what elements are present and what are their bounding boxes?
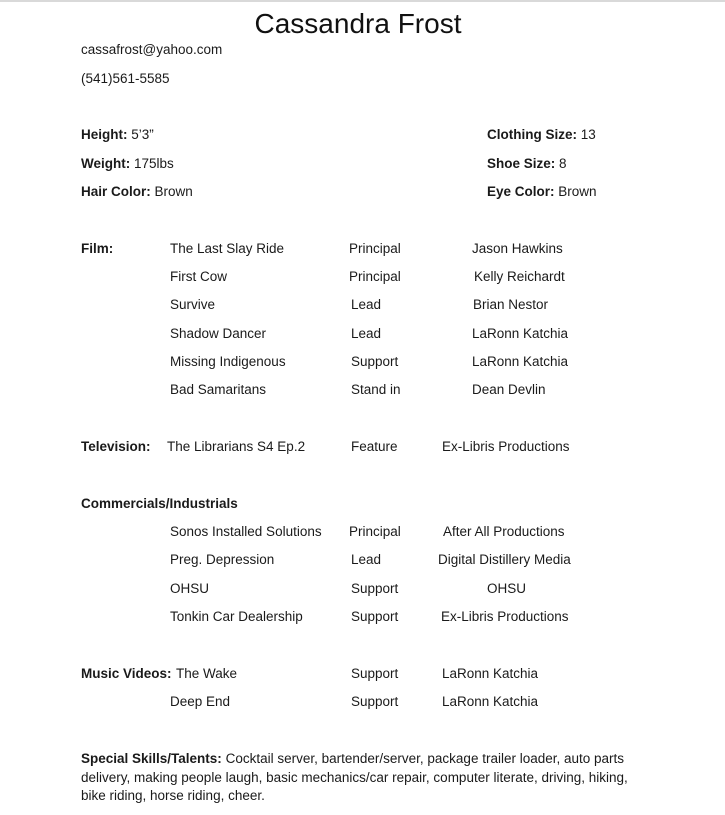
music-video-role: Support <box>351 694 399 709</box>
shoe-size-label: Shoe Size: <box>487 156 556 171</box>
hair-color-label: Hair Color: <box>81 184 151 199</box>
film-role: Stand in <box>351 382 401 397</box>
commercial-title: OHSU <box>170 581 210 596</box>
film-title: Missing Indigenous <box>170 354 286 369</box>
commercial-production: Ex-Libris Productions <box>441 609 569 624</box>
clothing-size-label: Clothing Size: <box>487 127 577 142</box>
special-skills-paragraph <box>81 750 656 806</box>
height-value: 5’3” <box>131 127 154 142</box>
film-role: Principal <box>349 269 401 284</box>
weight-value: 175lbs <box>134 156 174 171</box>
film-director: LaRonn Katchia <box>472 354 569 369</box>
eye-color-label: Eye Color: <box>487 184 555 199</box>
film-director: Jason Hawkins <box>472 241 563 256</box>
commercial-production: OHSU <box>487 581 527 596</box>
hair-color-stat <box>81 183 193 201</box>
eye-color-stat <box>487 183 597 201</box>
film-title: First Cow <box>170 269 227 284</box>
height-label: Height: <box>81 127 128 142</box>
commercial-production: After All Productions <box>443 524 565 539</box>
film-role: Lead <box>351 326 382 341</box>
television-heading: Television: <box>81 439 151 454</box>
commercials-heading: Commercials/Industrials <box>81 496 238 511</box>
email-text: cassafrost@yahoo.com <box>81 42 223 57</box>
commercial-role: Principal <box>349 524 401 539</box>
eye-color-value: Brown <box>558 184 597 199</box>
special-skills-label: Special Skills/Talents: <box>81 751 222 766</box>
television-production: Ex-Libris Productions <box>442 439 570 454</box>
film-role: Lead <box>351 297 382 312</box>
film-title: Shadow Dancer <box>170 326 267 341</box>
film-director: Dean Devlin <box>472 382 546 397</box>
film-title: Bad Samaritans <box>170 382 267 397</box>
shoe-size-value: 8 <box>559 156 567 171</box>
commercial-role: Lead <box>351 552 382 567</box>
commercial-production: Digital Distillery Media <box>438 552 571 567</box>
clothing-size-stat <box>487 126 596 144</box>
weight-stat <box>81 155 174 173</box>
clothing-size-value: 13 <box>580 127 596 142</box>
page-title: Cassandra Frost <box>254 8 462 39</box>
film-heading: Film: <box>81 241 114 256</box>
weight-label: Weight: <box>81 156 131 171</box>
commercial-title: Preg. Depression <box>170 552 275 567</box>
film-director: Brian Nestor <box>473 297 549 312</box>
commercial-role: Support <box>351 581 399 596</box>
film-director: Kelly Reichardt <box>474 269 565 284</box>
commercial-role: Support <box>351 609 399 624</box>
music-video-role: Support <box>351 666 399 681</box>
hair-color-value: Brown <box>154 184 193 199</box>
commercial-title: Sonos Installed Solutions <box>170 524 322 539</box>
music-video-title: Deep End <box>170 694 231 709</box>
commercial-title: Tonkin Car Dealership <box>170 609 303 624</box>
music-video-director: LaRonn Katchia <box>442 666 539 681</box>
top-divider <box>0 0 725 2</box>
shoe-size-stat <box>487 155 567 173</box>
film-role: Principal <box>349 241 401 256</box>
television-role: Feature <box>351 439 398 454</box>
special-skills-text: Cocktail server, bartender/server, package trailer loader, auto parts delivery, making people laugh, basic mechanics/car repair, computer literate, driving, hiking, bike riding, horse riding, cheer. <box>81 751 628 803</box>
film-title: Survive <box>170 297 216 312</box>
television-title: The Librarians S4 Ep.2 <box>167 439 306 454</box>
film-title: The Last Slay Ride <box>170 241 285 256</box>
music-videos-heading: Music Videos: <box>81 666 172 681</box>
height-stat <box>81 126 154 144</box>
music-video-title: The Wake <box>176 666 238 681</box>
film-director: LaRonn Katchia <box>472 326 569 341</box>
film-role: Support <box>351 354 399 369</box>
music-video-director: LaRonn Katchia <box>442 694 539 709</box>
phone-text: (541)561-5585 <box>81 71 170 86</box>
